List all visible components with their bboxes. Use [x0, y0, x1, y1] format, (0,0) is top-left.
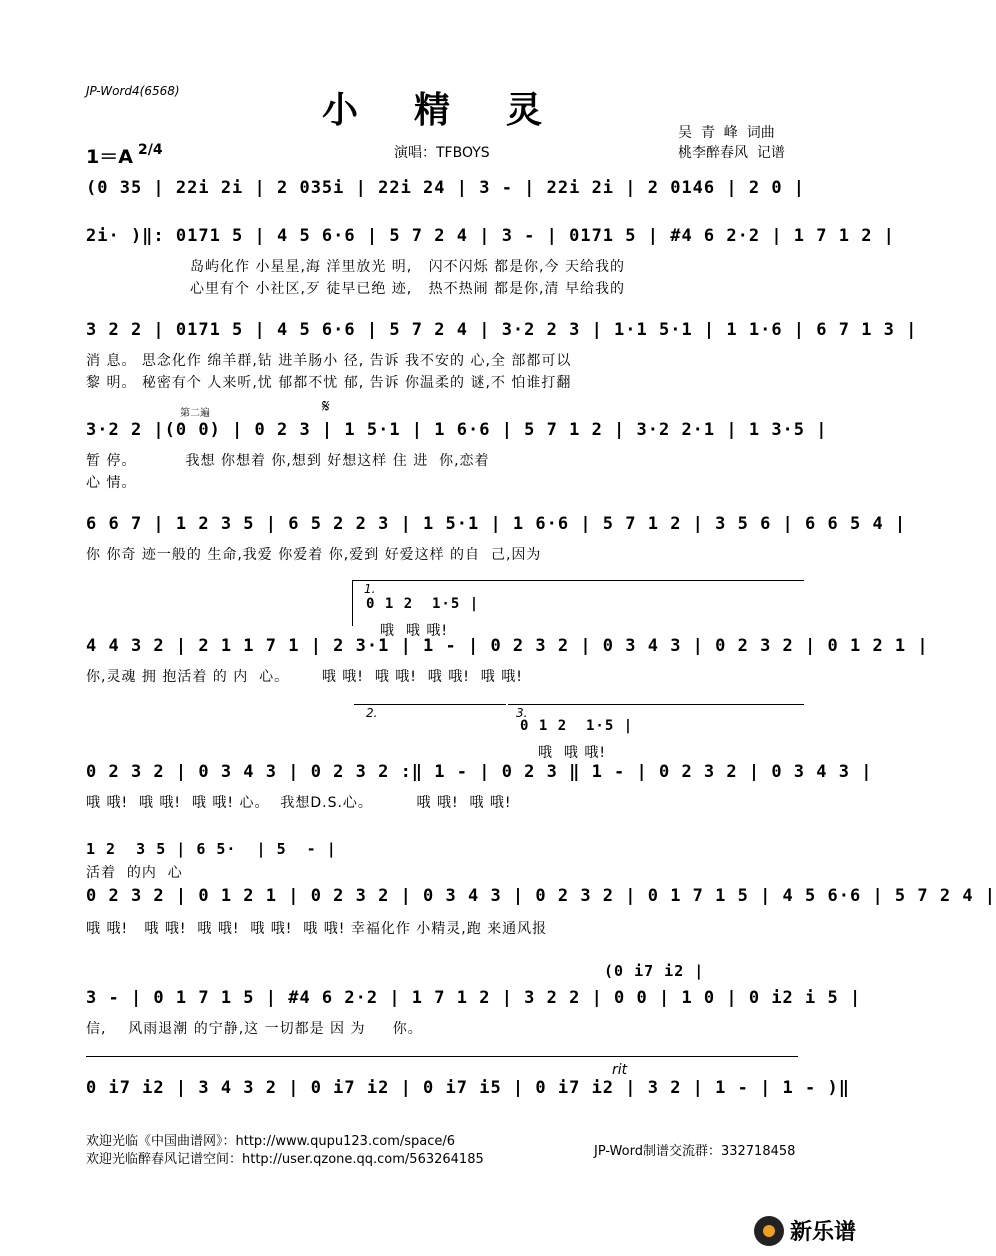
segno-sign: 𝄋 [322, 396, 330, 417]
system-3-notes: 3 2 2 | 0171 5 | 4 5 6·6 | 5 7 2 4 | 3·2 2 3 | 1·1 5·1 | 1 1·6 | 6 7 1 3 | [86, 320, 918, 340]
footer-site-link-1: 欢迎光临《中国曲谱网》：http://www.qupu123.com/space/6 [86, 1134, 456, 1149]
system-5-lyrics: 你 你奇 迹一般的 生命,我爱 你爱着 你,爱到 好爱这样 的自 己,因为 [86, 547, 542, 563]
coda-bracket [86, 1056, 798, 1057]
volta-3-bracket [508, 704, 804, 705]
site-logo [754, 1215, 856, 1246]
song-title: 小精灵 [322, 89, 599, 131]
volta-1-bracket-left [352, 580, 353, 626]
volta-1-notes: 0 1 2 1·5 | [366, 596, 480, 612]
record-icon [754, 1216, 784, 1246]
system-4-lyrics-2: 心 情。 [86, 475, 137, 491]
volta-1-label: 1. [364, 582, 376, 596]
system-10-notes: 3 - | 0 1 7 1 5 | #4 6 2·2 | 1 7 1 2 | 3 2 2 | 0 0 | 1 0 | 0 i2 i 5 | [86, 988, 862, 1008]
volta-1-bracket [352, 580, 804, 581]
system-3-lyrics-1: 消 息。 思念化作 绵羊群,钻 进羊肠小 径, 告诉 我不安的 心,全 部都可以 [86, 353, 572, 369]
composer-credit: 吴 青 峰 词曲 [678, 125, 775, 141]
system-2-notes: 2i· )‖: 0171 5 | 4 5 6·6 | 5 7 2 4 | 3 - | 0171 5 | #4 6 2·2 | 1 7 1 2 | [86, 226, 895, 246]
volta-2-bracket [354, 704, 506, 705]
volta-1-lyrics: 哦 哦 哦! [380, 623, 448, 639]
system-3-lyrics-2: 黎 明。 秘密有个 人来听,忧 郁都不忧 郁, 告诉 你温柔的 谜,不 怕谁打翻 [86, 375, 572, 391]
system-7-notes: 0 2 3 2 | 0 3 4 3 | 0 2 3 2 :‖ 1 - | 0 2 3 ‖ 1 - | 0 2 3 2 | 0 3 4 3 | [86, 762, 873, 782]
software-tag: JP-Word4(6568) [86, 84, 180, 98]
system-1-notes: (0 35 | 22i 2i | 2 035i | 22i 24 | 3 - | 22i 2i | 2 0146 | 2 0 | [86, 178, 806, 198]
time-signature: 2/4 [138, 142, 163, 158]
ritardando-marking: rit [612, 1062, 628, 1078]
volta-3-notes: 0 1 2 1·5 | [520, 718, 634, 734]
footer-site-link-2: 欢迎光临醉春风记谱空间：http://user.qzone.qq.com/563264185 [86, 1152, 484, 1167]
performer: 演唱：TFBOYS [394, 145, 490, 161]
system-11-notes: 0 i7 i2 | 3 4 3 2 | 0 i7 i2 | 0 i7 i5 | 0 i7 i2 | 3 2 | 1 - | 1 - )‖ [86, 1078, 850, 1098]
system-6-lyrics: 你,灵魂 拥 抱活着 的 内 心。 哦 哦! 哦 哦! 哦 哦! 哦 哦! [86, 669, 523, 685]
system-4-notes: 3·2 2 |(0 0) | 0 2 3 | 1 5·1 | 1 6·6 | 5 7 1 2 | 3·2 2·1 | 1 3·5 | [86, 420, 828, 440]
system-9-lyrics: 哦 哦! 哦 哦! 哦 哦! 哦 哦! 哦 哦! 幸福化作 小精灵,跑 来通风报 [86, 921, 548, 937]
second-pass-marker: 第二遍 [180, 408, 210, 419]
volta-3-label: 3. [516, 706, 528, 720]
system-7-lyrics: 哦 哦! 哦 哦! 哦 哦! 心。 我想D.S.心。 哦 哦! 哦 哦! [86, 795, 512, 811]
site-logo-text: 新乐谱 [789, 1220, 856, 1245]
volta-2-label: 2. [366, 706, 378, 720]
system-5-notes: 6 6 7 | 1 2 3 5 | 6 5 2 2 3 | 1 5·1 | 1 6·6 | 5 7 1 2 | 3 5 6 | 6 6 5 4 | [86, 514, 907, 534]
system-10-lyrics: 信, 风雨退潮 的宁静,这 一切都是 因 为 你。 [86, 1021, 423, 1037]
system-4-lyrics-1: 暂 停。 我想 你想着 你,想到 好想这样 住 进 你,恋着 [86, 453, 490, 469]
system-2-lyrics-1: 岛屿化作 小星星,海 洋里放光 明, 闪不闪烁 都是你,今 天给我的 [190, 259, 625, 275]
transcriber-credit: 桃李醉春风 记谱 [678, 145, 785, 161]
system-8-notes: 1 2 3 5 | 6 5· | 5 - | [86, 840, 337, 858]
key-signature: 1＝A [86, 146, 133, 168]
system-2-lyrics-2: 心里有个 小社区,歹 徒早已绝 迹, 热不热闹 都是你,清 早给我的 [190, 281, 625, 297]
system-6-notes: 4 4 3 2 | 2 1 1 7 1 | 2 3·1 | 1 - | 0 2 3 2 | 0 3 4 3 | 0 2 3 2 | 0 1 2 1 | [86, 636, 929, 656]
system-8-lyrics: 活着 的内 心 [86, 865, 183, 881]
volta-3-lyrics: 哦 哦 哦! [538, 745, 606, 761]
system-9-notes: 0 2 3 2 | 0 1 2 1 | 0 2 3 2 | 0 3 4 3 | 0 2 3 2 | 0 1 7 1 5 | 4 5 6·6 | 5 7 2 4 | [86, 886, 996, 906]
system-10-paren-notes: (0 i7 i2 | [604, 962, 705, 980]
footer-group-info: JP-Word制谱交流群：332718458 [594, 1144, 796, 1159]
